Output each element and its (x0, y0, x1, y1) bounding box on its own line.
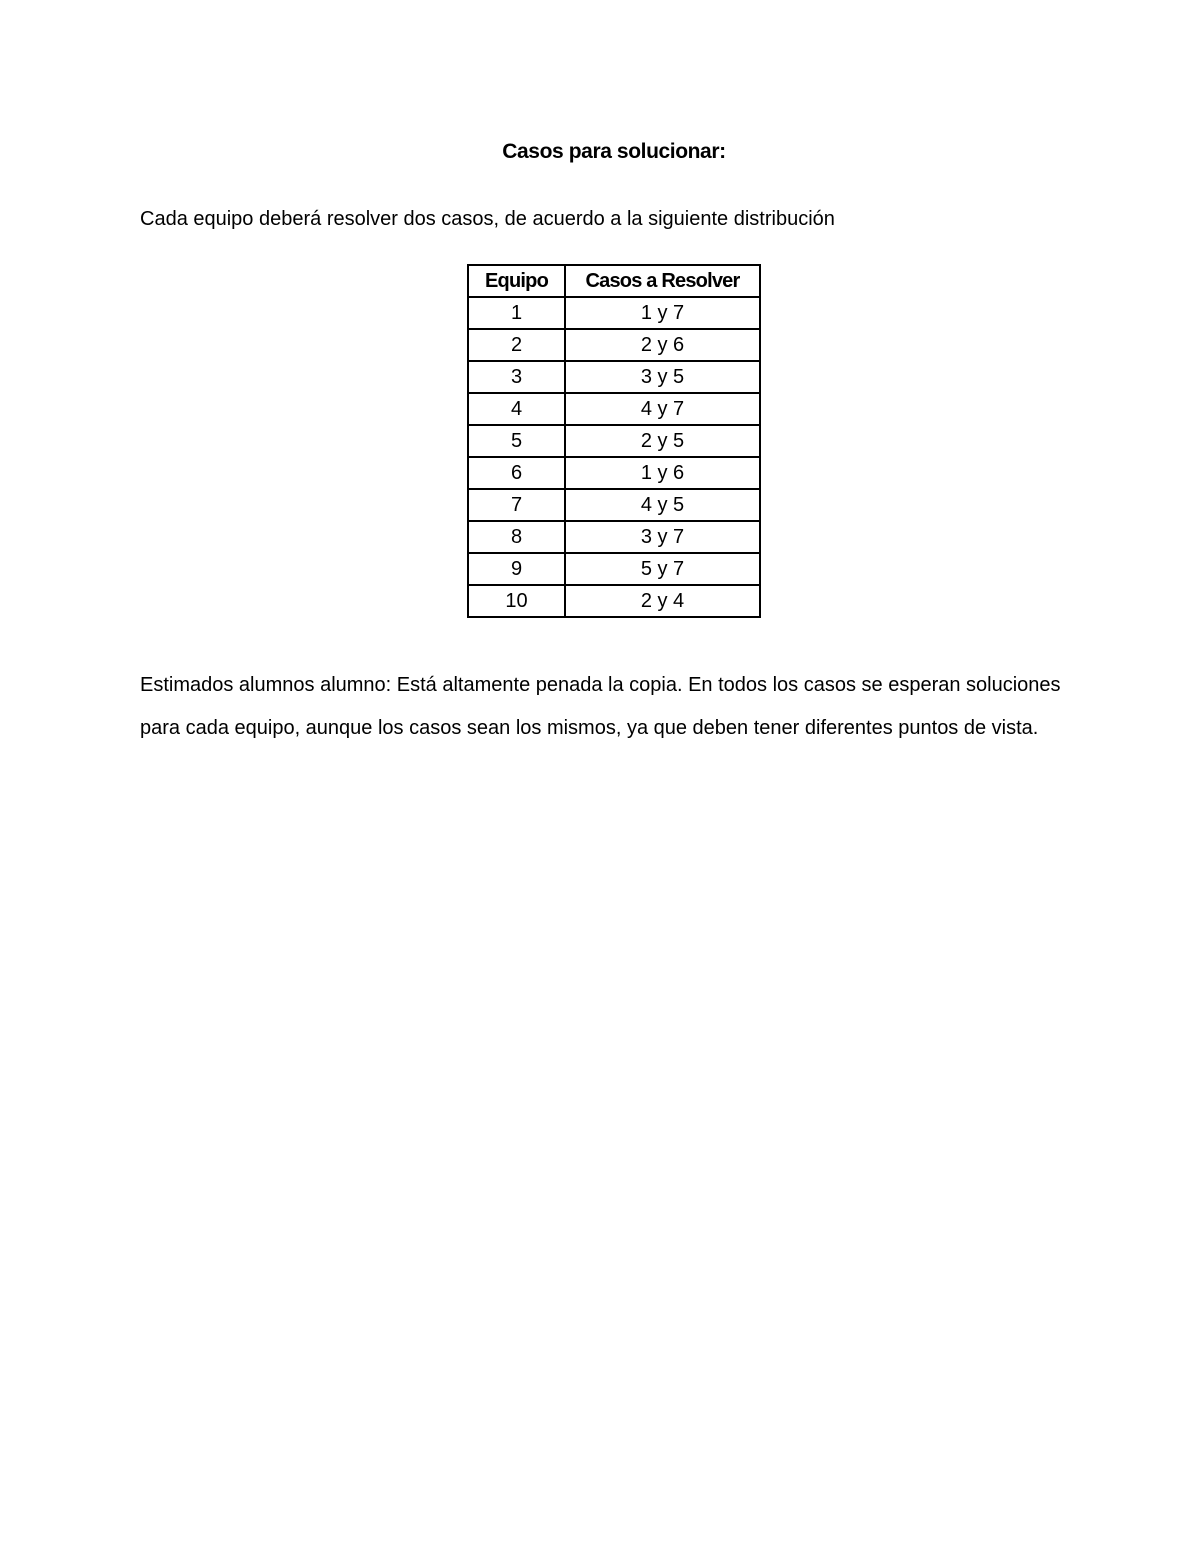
page-title: Casos para solucionar: (502, 140, 726, 163)
intro-paragraph: Cada equipo deberá resolver dos casos, de acuerdo a la siguiente distribución (140, 208, 835, 230)
table-row (468, 425, 760, 457)
casos-cell: 4 y 7 (565, 393, 760, 425)
equipo-cell: 4 (468, 393, 565, 425)
equipo-cell: 1 (468, 297, 565, 329)
table-row (468, 393, 760, 425)
equipo-cell: 5 (468, 425, 565, 457)
casos-cell: 2 y 5 (565, 425, 760, 457)
equipo-cell: 9 (468, 553, 565, 585)
table-row (468, 553, 760, 585)
casos-cell: 4 y 5 (565, 489, 760, 521)
note-paragraph: Estimados alumnos alumno: Está altamente penada la copia. En todos los casos se esperan soluciones para cada equipo, aunque los casos sean los mismos, ya que deben tener diferentes puntos de vista. (140, 674, 1061, 739)
table-row (468, 489, 760, 521)
table-row (468, 297, 760, 329)
casos-cell: 3 y 5 (565, 361, 760, 393)
equipo-cell: 7 (468, 489, 565, 521)
casos-cell: 3 y 7 (565, 521, 760, 553)
casos-cell: 1 y 6 (565, 457, 760, 489)
table-row (468, 361, 760, 393)
column-header-casos: Casos a Resolver (565, 265, 760, 297)
table-row (468, 521, 760, 553)
equipo-cell: 10 (468, 585, 565, 617)
casos-cell: 2 y 4 (565, 585, 760, 617)
equipo-cell: 8 (468, 521, 565, 553)
equipo-cell: 2 (468, 329, 565, 361)
column-header-equipo: Equipo (468, 265, 565, 297)
table-row (468, 457, 760, 489)
table-row (468, 585, 760, 617)
casos-cell: 5 y 7 (565, 553, 760, 585)
casos-cell: 2 y 6 (565, 329, 760, 361)
equipo-cell: 3 (468, 361, 565, 393)
table-row (468, 329, 760, 361)
equipo-cell: 6 (468, 457, 565, 489)
casos-cell: 1 y 7 (565, 297, 760, 329)
distribution-table (467, 264, 761, 618)
table-header-row (468, 265, 760, 297)
distribution-table-wrapper (467, 264, 761, 618)
